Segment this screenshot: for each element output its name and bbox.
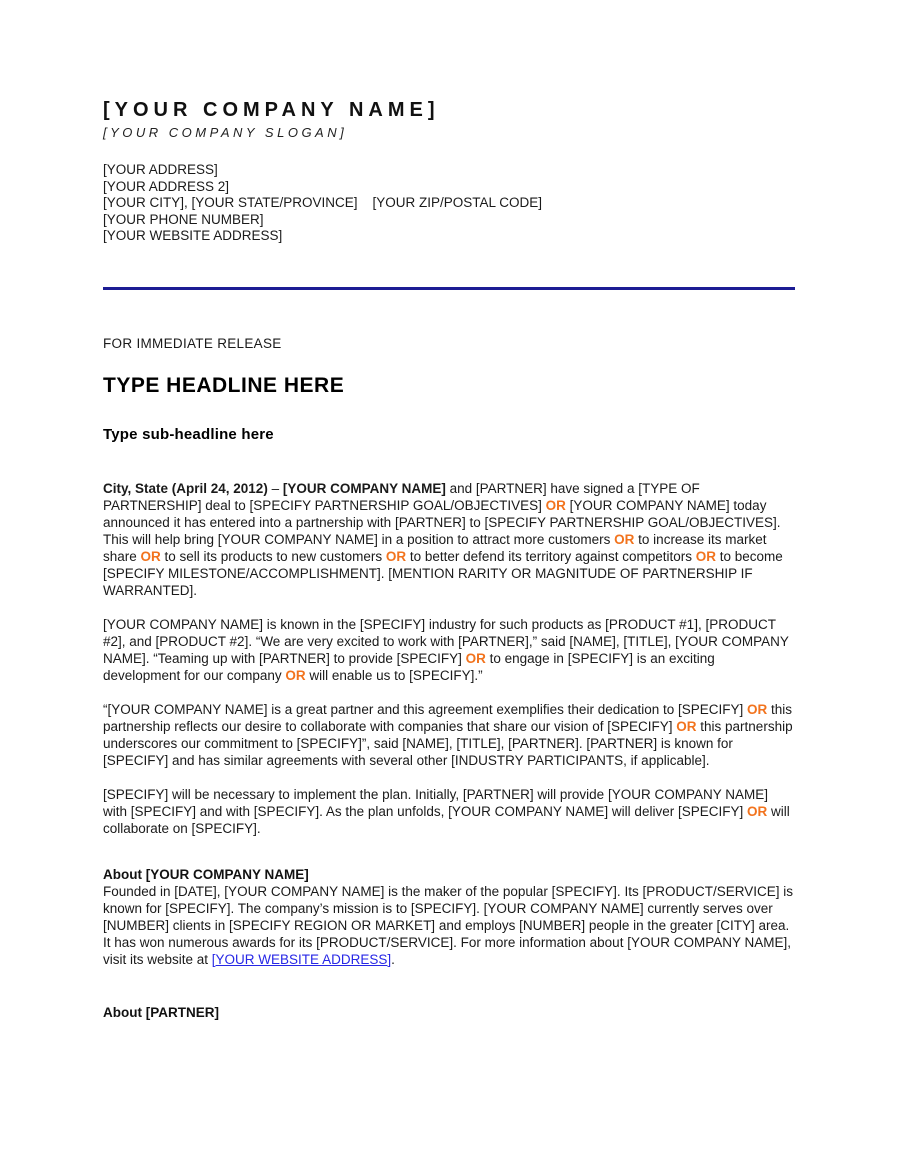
- text-run: to sell its products to new customers: [160, 548, 386, 564]
- or-keyword: OR: [140, 548, 161, 564]
- divider-rule: [103, 287, 795, 290]
- text-run: [SPECIFY] will be necessary to implement the plan. Initially, [PARTNER] will provide [YOUR COMPANY NAME] with [SPECIFY] and with [SPECIFY]. As the plan unfolds, [YOUR COMPANY NAME] will deliver [SPECIFY]: [103, 786, 768, 819]
- paragraph-products-quote: [103, 616, 795, 684]
- text-run: will collaborate on [SPECIFY].: [103, 803, 790, 836]
- text-run: this partnership reflects our desire to collaborate with companies that share our vision of [SPECIFY]: [103, 701, 793, 734]
- website-address-link[interactable]: [YOUR WEBSITE ADDRESS]: [211, 951, 392, 967]
- about-partner-heading: About [PARTNER]: [103, 1004, 219, 1020]
- text-run: to become [SPECIFY MILESTONE/ACCOMPLISHMENT]. [MENTION RARITY OR MAGNITUDE OF PARTNERSHIP IF WARRANTED].: [103, 548, 783, 598]
- text-run: to better defend its territory against competitors: [406, 548, 696, 564]
- or-keyword: OR: [747, 701, 768, 717]
- company-name: [YOUR COMPANY NAME]: [103, 99, 440, 121]
- text-run: and [PARTNER] have signed a [TYPE OF PARTNERSHIP] deal to [SPECIFY PARTNERSHIP GOAL/OBJECTIVES]: [103, 480, 700, 513]
- headline: TYPE HEADLINE HERE: [103, 373, 345, 397]
- address-line: [YOUR ADDRESS 2]: [103, 178, 230, 194]
- or-keyword: OR: [695, 548, 717, 564]
- or-keyword: OR: [676, 718, 697, 734]
- text-run: “[YOUR COMPANY NAME] is a great partner and this agreement exemplifies their dedication to [SPECIFY]: [103, 701, 748, 717]
- about-company-heading: About [YOUR COMPANY NAME]: [103, 866, 309, 882]
- text-run: will enable us to [SPECIFY].”: [305, 667, 483, 683]
- or-keyword: OR: [285, 667, 306, 683]
- text-run: [YOUR COMPANY NAME]: [282, 480, 446, 496]
- text-run: .: [391, 951, 395, 967]
- text-run: to increase its market share: [103, 531, 767, 564]
- subheadline: Type sub-headline here: [103, 425, 274, 443]
- text-run: to engage in [SPECIFY] is an exciting development for our company: [103, 650, 715, 683]
- or-keyword: OR: [465, 650, 486, 666]
- or-keyword: OR: [614, 531, 635, 547]
- about-company-body: [103, 883, 795, 968]
- text-run: City, State (April 24, 2012): [103, 480, 268, 496]
- or-keyword: OR: [545, 497, 566, 513]
- text-run: Founded in [DATE], [YOUR COMPANY NAME] is the maker of the popular [SPECIFY]. Its [PRODUCT/SERVICE] is known for [SPECIFY]. The company’s mission is to [SPECIFY]. [YOUR COMPANY NAME] currently serves over [NUMBER] clients in [SPECIFY REGION OR MARKET] and employs [NUMBER] people in the greater [CITY] area. It has won numerous awards for its [PRODUCT/SERVICE]. For more information about [YOUR COMPANY NAME], visit its website at: [103, 883, 793, 967]
- text-run: [YOUR COMPANY NAME] is known in the [SPECIFY] industry for such products as [PRODUCT #1], [PRODUCT #2], and [PRODUCT #2]. “We are very excited to work with [PARTNER],” said [NAME], [TITLE], [YOUR COMPANY NAME]. “Teaming up with [PARTNER] to provide [SPECIFY]: [103, 616, 789, 666]
- paragraph-lead: [103, 480, 795, 599]
- address-line: [YOUR WEBSITE ADDRESS]: [103, 228, 283, 243]
- or-keyword: OR: [746, 803, 768, 819]
- text-run: [YOUR COMPANY NAME] today announced it has entered into a partnership with [PARTNER] to [SPECIFY PARTNERSHIP GOAL/OBJECTIVES]. This will help bring [YOUR COMPANY NAME] in a position to attract more customers: [103, 497, 781, 547]
- text-run: this partnership underscores our commitment to [SPECIFY]”, said [NAME], [TITLE], [PARTNER]. [PARTNER] is known for [SPECIFY] and has similar agreements with several other [INDUSTRY PARTICIPANTS, if applicable].: [103, 718, 793, 768]
- address-line: [YOUR CITY], [YOUR STATE/PROVINCE] [YOUR ZIP/POSTAL CODE]: [103, 195, 543, 210]
- address-line: [YOUR ADDRESS]: [103, 162, 218, 177]
- paragraph-plan: [103, 786, 795, 837]
- or-keyword: OR: [385, 548, 407, 564]
- text-run: –: [267, 480, 283, 496]
- address-line: [YOUR PHONE NUMBER]: [103, 211, 264, 227]
- company-slogan: [YOUR COMPANY SLOGAN]: [103, 125, 348, 140]
- paragraph-partner-quote: [103, 701, 795, 769]
- release-label: FOR IMMEDIATE RELEASE: [103, 335, 282, 351]
- address-block: [103, 162, 795, 245]
